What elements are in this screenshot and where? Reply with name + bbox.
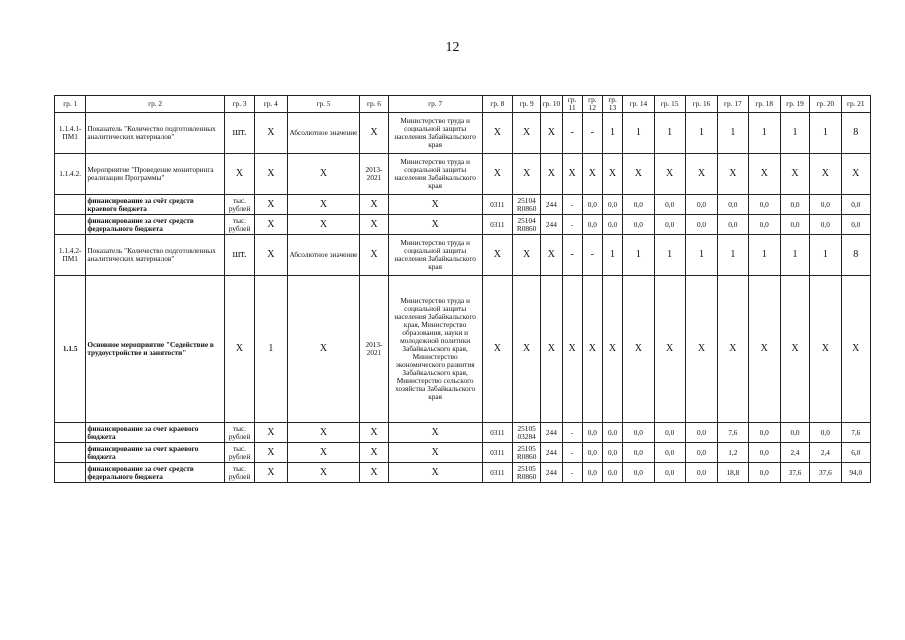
cell-c16: 1 — [685, 235, 717, 276]
cell-c4: X — [255, 113, 287, 154]
cell-c20: 0,0 — [810, 195, 841, 215]
cell-executor: X — [388, 463, 482, 483]
cell-c6: 2013-2021 — [360, 154, 388, 195]
program-table — [54, 95, 871, 483]
table-row — [55, 463, 871, 483]
cell-c20: X — [810, 154, 841, 195]
cell-unit: тыс. рублей — [224, 423, 254, 443]
cell-c12: 0,0 — [582, 443, 602, 463]
cell-c20: 2,4 — [810, 443, 841, 463]
cell-c8: X — [482, 235, 512, 276]
cell-unit: шт. — [224, 113, 254, 154]
cell-c9: 25105 R0860 — [512, 443, 540, 463]
cell-c6: X — [360, 113, 388, 154]
col-header: гр. 9 — [512, 96, 540, 113]
cell-c6: X — [360, 443, 388, 463]
cell-c12: 0,0 — [582, 463, 602, 483]
cell-c11: X — [562, 276, 582, 423]
cell-c17: 1 — [718, 235, 748, 276]
cell-c15: 0,0 — [654, 195, 685, 215]
cell-c21: X — [841, 276, 870, 423]
col-header: гр. 14 — [623, 96, 654, 113]
cell-c18: X — [748, 276, 780, 423]
cell-c21: 7,6 — [841, 423, 870, 443]
cell-c17: 0,0 — [718, 195, 748, 215]
cell-c13: 0,0 — [602, 215, 622, 235]
cell-c18: 0,0 — [748, 423, 780, 443]
cell-c11: - — [562, 463, 582, 483]
cell-c21: 0,0 — [841, 195, 870, 215]
cell-name: Показатель "Количество подготовленных аналитических материалов" — [86, 235, 225, 276]
cell-id: 1.1.4.2. — [55, 154, 86, 195]
cell-c6: X — [360, 235, 388, 276]
col-header: гр. 12 — [582, 96, 602, 113]
cell-c11: - — [562, 215, 582, 235]
cell-c5: X — [287, 463, 360, 483]
cell-c8: 0311 — [482, 443, 512, 463]
cell-c4: 1 — [255, 276, 287, 423]
cell-c16: 1 — [685, 113, 717, 154]
cell-c11: - — [562, 195, 582, 215]
cell-c5: X — [287, 276, 360, 423]
cell-c5: X — [287, 215, 360, 235]
table-row — [55, 276, 871, 423]
cell-c19: 37,6 — [780, 463, 809, 483]
col-header: гр. 11 — [562, 96, 582, 113]
cell-executor: Министерство труда и социальной защиты населения Забайкальского края, Министерство образования, науки и молодежной политики Забайкальского края, Министерство экономического развития Забайкальского края, Министерство сельского хозяйства Забайкальского края — [388, 276, 482, 423]
cell-c10: X — [541, 113, 562, 154]
cell-c20: 0,0 — [810, 423, 841, 443]
cell-c16: 0,0 — [685, 463, 717, 483]
cell-c12: 0,0 — [582, 195, 602, 215]
cell-unit: X — [224, 276, 254, 423]
col-header: гр. 20 — [810, 96, 841, 113]
cell-c16: X — [685, 276, 717, 423]
col-header: гр. 15 — [654, 96, 685, 113]
cell-id — [55, 463, 86, 483]
cell-c19: 2,4 — [780, 443, 809, 463]
col-header: гр. 1 — [55, 96, 86, 113]
cell-c9: 25104 R0860 — [512, 195, 540, 215]
cell-executor: X — [388, 215, 482, 235]
cell-c19: 0,0 — [780, 195, 809, 215]
cell-unit: тыс. рублей — [224, 215, 254, 235]
cell-c5: X — [287, 195, 360, 215]
cell-c17: 18,8 — [718, 463, 748, 483]
cell-c19: X — [780, 276, 809, 423]
cell-c15: 0,0 — [654, 463, 685, 483]
cell-c16: 0,0 — [685, 215, 717, 235]
cell-c6: X — [360, 463, 388, 483]
cell-c8: X — [482, 154, 512, 195]
cell-c13: 0,0 — [602, 423, 622, 443]
cell-c14: 0,0 — [623, 463, 654, 483]
cell-c18: 0,0 — [748, 443, 780, 463]
cell-c15: 0,0 — [654, 215, 685, 235]
cell-c21: 8 — [841, 235, 870, 276]
cell-c13: 0,0 — [602, 443, 622, 463]
cell-unit: шт. — [224, 235, 254, 276]
col-header: гр. 17 — [718, 96, 748, 113]
cell-id — [55, 423, 86, 443]
cell-c18: 0,0 — [748, 195, 780, 215]
cell-c6: X — [360, 195, 388, 215]
cell-c21: 94,0 — [841, 463, 870, 483]
cell-c18: 1 — [748, 113, 780, 154]
cell-c14: 1 — [623, 235, 654, 276]
col-header: гр. 8 — [482, 96, 512, 113]
cell-c5: X — [287, 154, 360, 195]
cell-c15: 0,0 — [654, 423, 685, 443]
cell-name: финансирование за счет средств федерального бюджета — [86, 215, 225, 235]
col-header: гр. 7 — [388, 96, 482, 113]
col-header: гр. 4 — [255, 96, 287, 113]
cell-c4: X — [255, 154, 287, 195]
cell-c21: X — [841, 154, 870, 195]
cell-c17: X — [718, 154, 748, 195]
cell-c14: 0,0 — [623, 195, 654, 215]
cell-c4: X — [255, 463, 287, 483]
cell-id — [55, 195, 86, 215]
cell-c13: X — [602, 154, 622, 195]
col-header: гр. 6 — [360, 96, 388, 113]
cell-unit: тыс. рублей — [224, 195, 254, 215]
cell-c14: 0,0 — [623, 443, 654, 463]
cell-c15: 0,0 — [654, 443, 685, 463]
cell-c13: 1 — [602, 113, 622, 154]
cell-c16: 0,0 — [685, 423, 717, 443]
cell-c13: 0,0 — [602, 463, 622, 483]
header-row — [55, 96, 871, 113]
cell-c13: 1 — [602, 235, 622, 276]
cell-c8: X — [482, 113, 512, 154]
table-row — [55, 235, 871, 276]
cell-c14: 1 — [623, 113, 654, 154]
cell-c10: X — [541, 154, 562, 195]
cell-c18: 0,0 — [748, 463, 780, 483]
cell-c21: 0,0 — [841, 215, 870, 235]
cell-c10: 244 — [541, 463, 562, 483]
cell-c8: X — [482, 276, 512, 423]
cell-c8: 0311 — [482, 463, 512, 483]
cell-c5: Абсолютное значение — [287, 235, 360, 276]
cell-c20: 1 — [810, 235, 841, 276]
cell-c12: - — [582, 235, 602, 276]
cell-c15: 1 — [654, 113, 685, 154]
cell-c11: X — [562, 154, 582, 195]
cell-c12: - — [582, 113, 602, 154]
cell-name: финансирование за счет краевого бюджета — [86, 423, 225, 443]
col-header: гр. 3 — [224, 96, 254, 113]
cell-c16: 0,0 — [685, 443, 717, 463]
cell-c20: X — [810, 276, 841, 423]
cell-c19: 0,0 — [780, 215, 809, 235]
cell-c12: 0,0 — [582, 215, 602, 235]
cell-c4: X — [255, 443, 287, 463]
cell-executor: Министерство труда и социальной защиты населения Забайкальского края — [388, 154, 482, 195]
cell-c9: X — [512, 113, 540, 154]
cell-c16: X — [685, 154, 717, 195]
cell-name: Основное мероприятие "Содействие в трудоустройстве и занятости" — [86, 276, 225, 423]
cell-c17: X — [718, 276, 748, 423]
cell-c6: X — [360, 423, 388, 443]
cell-c4: X — [255, 235, 287, 276]
cell-c15: X — [654, 154, 685, 195]
cell-c8: 0311 — [482, 215, 512, 235]
cell-c9: X — [512, 276, 540, 423]
cell-c21: 6,0 — [841, 443, 870, 463]
col-header: гр. 19 — [780, 96, 809, 113]
cell-c5: Абсолютное значение — [287, 113, 360, 154]
cell-c10: 244 — [541, 195, 562, 215]
cell-c19: 0,0 — [780, 423, 809, 443]
cell-c14: X — [623, 154, 654, 195]
cell-c15: 1 — [654, 235, 685, 276]
cell-c10: X — [541, 276, 562, 423]
cell-id: 1.1.5 — [55, 276, 86, 423]
cell-c11: - — [562, 443, 582, 463]
cell-c12: X — [582, 276, 602, 423]
cell-c9: X — [512, 235, 540, 276]
cell-c10: X — [541, 235, 562, 276]
cell-executor: X — [388, 423, 482, 443]
cell-name: Показатель "Количество подготовленных аналитических материалов" — [86, 113, 225, 154]
cell-c18: 0,0 — [748, 215, 780, 235]
cell-c9: 25105 03284 — [512, 423, 540, 443]
cell-c17: 7,6 — [718, 423, 748, 443]
cell-unit: X — [224, 154, 254, 195]
cell-c10: 244 — [541, 215, 562, 235]
page-number: 12 — [445, 40, 460, 55]
cell-c15: X — [654, 276, 685, 423]
table-row — [55, 423, 871, 443]
cell-executor: Министерство труда и социальной защиты населения Забайкальского края — [388, 235, 482, 276]
cell-c11: - — [562, 423, 582, 443]
cell-c9: 25105 R0860 — [512, 463, 540, 483]
cell-c17: 1 — [718, 113, 748, 154]
cell-executor: Министерство труда и социальной защиты населения Забайкальского края — [388, 113, 482, 154]
cell-c4: X — [255, 215, 287, 235]
cell-name: Мероприятие "Проведение мониторинга реализации Программы" — [86, 154, 225, 195]
cell-unit: тыс. рублей — [224, 443, 254, 463]
cell-c13: 0,0 — [602, 195, 622, 215]
cell-executor: X — [388, 195, 482, 215]
cell-c11: - — [562, 235, 582, 276]
cell-executor: X — [388, 443, 482, 463]
cell-c5: X — [287, 443, 360, 463]
col-header: гр. 10 — [541, 96, 562, 113]
table-row — [55, 154, 871, 195]
cell-id: 1.1.4.1-ПМ1 — [55, 113, 86, 154]
cell-c6: 2013-2021 — [360, 276, 388, 423]
cell-c8: 0311 — [482, 195, 512, 215]
col-header: гр. 16 — [685, 96, 717, 113]
cell-c4: X — [255, 423, 287, 443]
cell-c19: 1 — [780, 113, 809, 154]
cell-c20: 1 — [810, 113, 841, 154]
col-header: гр. 18 — [748, 96, 780, 113]
cell-c21: 8 — [841, 113, 870, 154]
cell-c17: 1,2 — [718, 443, 748, 463]
table-row — [55, 113, 871, 154]
cell-c5: X — [287, 423, 360, 443]
table-row — [55, 215, 871, 235]
cell-name: финансирование за счет средств федерального бюджета — [86, 463, 225, 483]
cell-c9: X — [512, 154, 540, 195]
cell-c16: 0,0 — [685, 195, 717, 215]
cell-c12: 0,0 — [582, 423, 602, 443]
cell-c4: X — [255, 195, 287, 215]
cell-c14: 0,0 — [623, 215, 654, 235]
cell-unit: тыс. рублей — [224, 463, 254, 483]
cell-id — [55, 215, 86, 235]
cell-c12: X — [582, 154, 602, 195]
col-header: гр. 21 — [841, 96, 870, 113]
cell-c6: X — [360, 215, 388, 235]
cell-c18: X — [748, 154, 780, 195]
col-header: гр. 2 — [86, 96, 225, 113]
cell-id: 1.1.4.2-ПМ1 — [55, 235, 86, 276]
cell-c13: X — [602, 276, 622, 423]
cell-c8: 0311 — [482, 423, 512, 443]
table-row — [55, 195, 871, 215]
cell-id — [55, 443, 86, 463]
cell-c20: 37,6 — [810, 463, 841, 483]
cell-c9: 25104 R0860 — [512, 215, 540, 235]
cell-c14: 0,0 — [623, 423, 654, 443]
cell-c10: 244 — [541, 443, 562, 463]
cell-c19: X — [780, 154, 809, 195]
cell-c14: X — [623, 276, 654, 423]
cell-c19: 1 — [780, 235, 809, 276]
cell-c18: 1 — [748, 235, 780, 276]
col-header: гр. 5 — [287, 96, 360, 113]
cell-c11: - — [562, 113, 582, 154]
cell-c20: 0,0 — [810, 215, 841, 235]
cell-name: финансирование за счёт средств краевого бюджета — [86, 195, 225, 215]
cell-c17: 0,0 — [718, 215, 748, 235]
col-header: гр. 13 — [602, 96, 622, 113]
cell-name: финансирование за счет краевого бюджета — [86, 443, 225, 463]
cell-c10: 244 — [541, 423, 562, 443]
table-row — [55, 443, 871, 463]
table-body — [55, 113, 871, 483]
